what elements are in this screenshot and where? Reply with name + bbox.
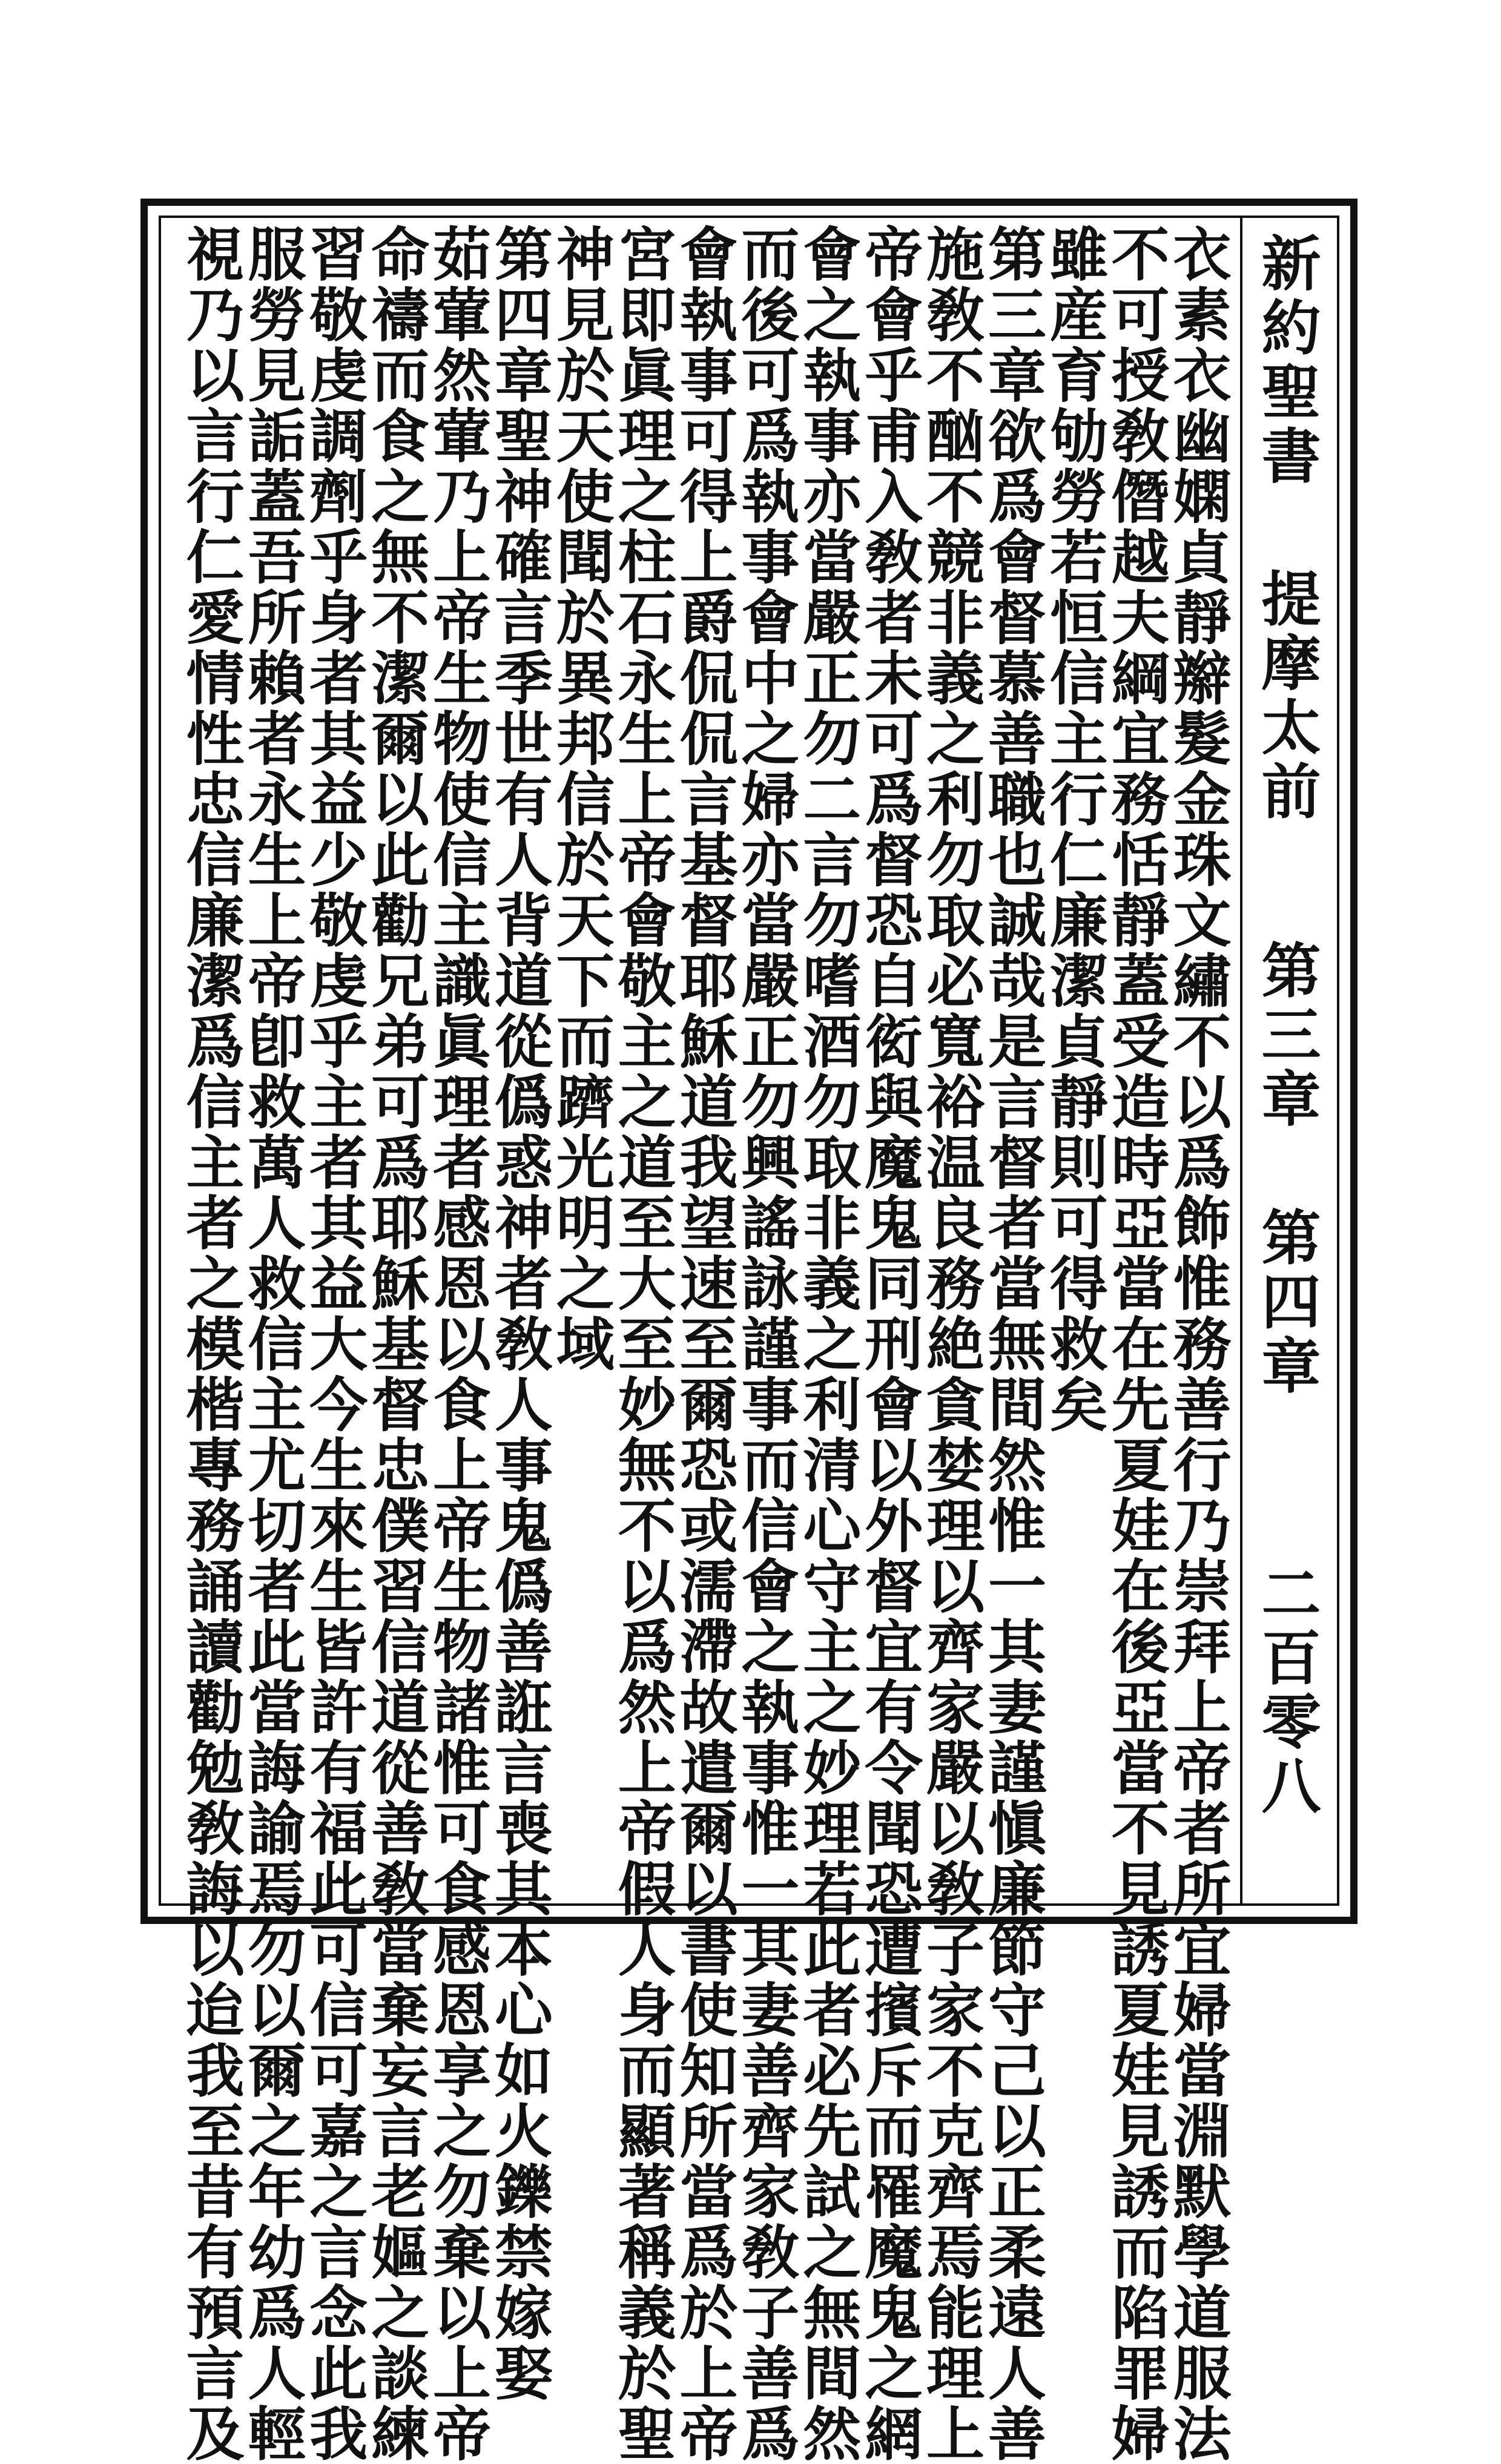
text-column-12: 第四章聖神確言季世有人背道從僞惑神者敎人事鬼僞善誑言喪其本心如火鑠禁嫁娶 — [485, 224, 554, 2403]
text-column-11: 神見於天使聞於異邦信於天下而躋光明之域 — [547, 224, 616, 1374]
scripture-text — [177, 224, 1235, 2464]
text-column-8: 而後可爲執事會中之婦亦當嚴正勿興謠詠謹事而信會之執事惟一其妻善齊家敎子善爲 — [731, 224, 800, 2464]
text-column-13: 茹葷然葷乃上帝生物使信主識眞理者感恩以食上帝生物諸惟可食感恩享之勿棄以上帝 — [423, 224, 492, 2464]
text-column-9: 會執事可得上爵侃侃言基督耶穌道我望速至爾恐或濡滯故遣爾以書使知所當爲於上帝 — [670, 224, 739, 2464]
text-column-1: 衣素衣幽嫻貞靜辮髮金珠文繡不以爲飾惟務善行乃崇拜上帝者所宜婦當淵默學道服法 — [1164, 224, 1232, 2464]
chapter-label: 第三章 第四章 — [1252, 940, 1321, 1399]
text-column-16: 服勞見詬蓋吾所賴者永生上帝卽救萬人救信主尤切者此當誨諭焉勿以爾之年幼爲人輕 — [238, 224, 307, 2464]
text-column-6: 帝會乎甫入敎者未可爲督恐自衒與魔鬼同刑會以外督宜有令聞恐遭擯斥而罹魔鬼之網 — [855, 224, 924, 2464]
book-title: 新約聖書 — [1252, 232, 1321, 489]
page-number: 二百零八 — [1252, 1563, 1321, 1819]
text-column-14: 命禱而食之無不潔爾以此勸兄弟可爲耶穌基督忠僕習信道從善敎當棄妄言老嫗之談練 — [361, 224, 431, 2464]
text-column-2: 不可授敎僭越夫綱宜務恬靜蓋受造時亞當在先夏娃在後亞當不見誘夏娃見誘而陷罪婦 — [1102, 224, 1171, 2464]
text-column-15: 習敬虔調劑乎身者其益少敬虔乎主者其益大今生來生皆許有福此可信可嘉之言念此我 — [300, 224, 369, 2464]
header-divider — [1240, 216, 1242, 1906]
running-head — [1247, 218, 1325, 1901]
text-column-7: 會之執事亦當嚴正勿二言勿嗜酒勿取非義之利清心守主之妙理若此者必先試之無間然 — [793, 224, 862, 2464]
text-column-10: 宮即眞理之柱石永生上帝會敬主之道至大至妙無不以爲然上帝假人身而顯著稱義於聖 — [609, 224, 678, 2464]
text-column-5: 施敎不酗不競非義之利勿取必寬裕温良務絶貪婪理以齊家嚴以敎子家不克齊焉能理上 — [917, 224, 986, 2464]
text-column-17: 視乃以言行仁愛情性忠信廉潔爲信主者之模楷專務誦讀勸勉敎誨以迨我至昔有預言及 — [177, 224, 245, 2464]
text-column-3: 雖産育劬勞若恒信主行仁廉潔貞靜則可得救矣 — [1040, 224, 1109, 1435]
book-name: 提摩太前 — [1252, 568, 1321, 825]
text-column-4: 第三章欲爲會督慕善職也誠哉是言督者當無間然惟一其妻謹愼廉節守己以正柔遠人善 — [978, 224, 1047, 2464]
